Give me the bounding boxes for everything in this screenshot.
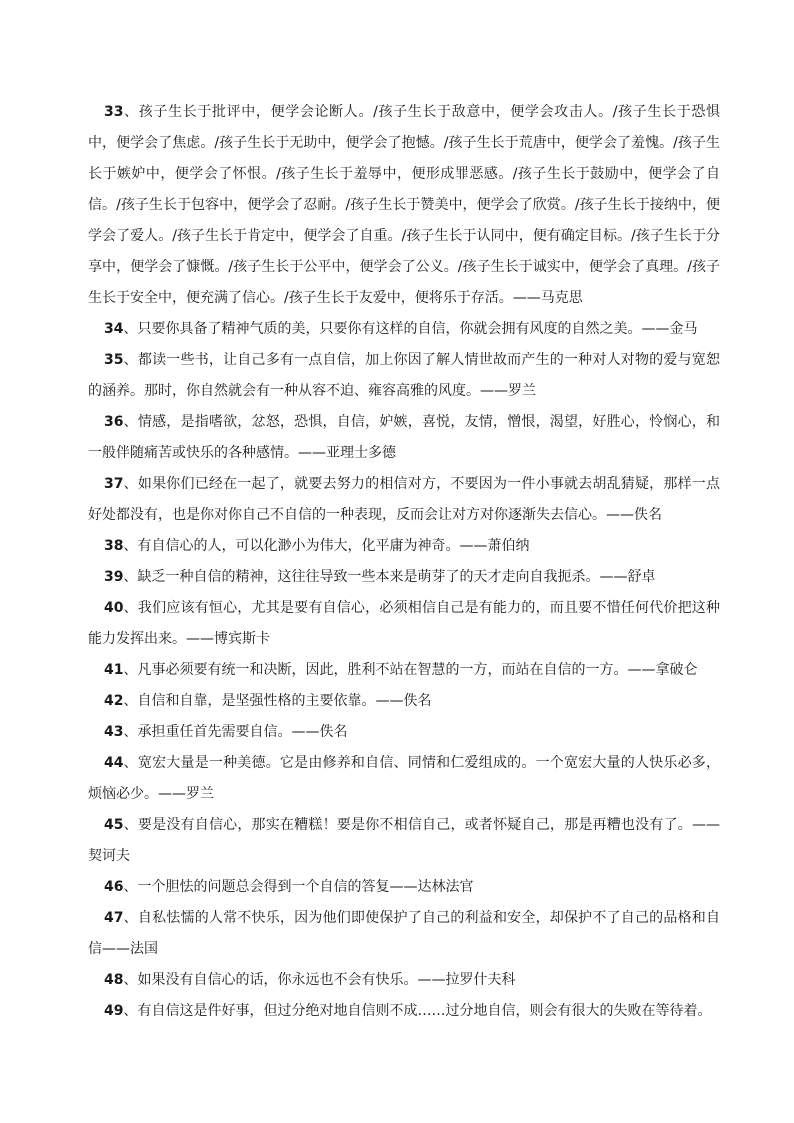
quote-item xyxy=(88,97,720,314)
quote-number: 42 xyxy=(104,693,124,709)
quote-item xyxy=(88,810,720,872)
quote-item xyxy=(88,407,720,469)
quote-item xyxy=(88,903,720,965)
quote-number: 40 xyxy=(104,600,124,616)
quote-text: 、孩子生长于批评中，便学会论断人。/孩子生长于敌意中，便学会攻击人。/孩子生长于恐惧中，便学会了焦虑。/孩子生长于无助中，便学会了抱憾。/孩子生长于荒唐中，便学会了羞愧。/孩子生长于嫉妒中，便学会了怀恨。/孩子生长于羞辱中，便形成罪恶感。/孩子生长于鼓励中，便学会了自信。/孩子生长于包容中，便学会了忍耐。/孩子生长于赞美中，便学会了欣赏。/孩子生长于接纳中，便学会了爱人。/孩子生长于肯定中，便学会了自重。/孩子生长于认同中，便有确定目标。/孩子生长于分享中，便学会了慷慨。/孩子生长于公平中，便学会了公义。/孩子生长于诚实中，便学会了真理。/孩子生长于安全中，便充满了信心。/孩子生长于友爱中，便将乐于存活。——马克思 xyxy=(88,104,720,306)
quote-number: 33 xyxy=(104,104,124,120)
quote-item xyxy=(88,872,720,903)
quote-text: 、有自信心的人，可以化渺小为伟大，化平庸为神奇。——萧伯纳 xyxy=(123,538,530,554)
quote-number: 45 xyxy=(104,817,124,833)
quote-text: 、自信和自靠，是坚强性格的主要依靠。——佚名 xyxy=(123,693,432,709)
document-body xyxy=(88,97,720,1027)
quote-text: 、只要你具备了精神气质的美，只要你有这样的自信，你就会拥有风度的自然之美。——金马 xyxy=(123,321,698,337)
quote-number: 44 xyxy=(104,755,124,771)
quote-text: 、承担重任首先需要自信。——佚名 xyxy=(123,724,348,740)
quote-number: 36 xyxy=(104,414,124,430)
quote-item xyxy=(88,562,720,593)
quote-text: 、有自信这是件好事，但过分绝对地自信则不成……过分地自信，则会有很大的失败在等待着。 xyxy=(123,1003,712,1019)
quote-item xyxy=(88,593,720,655)
quote-text: 、我们应该有恒心，尤其是要有自信心，必须相信自己是有能力的，而且要不惜任何代价把这种能力发挥出来。——博宾斯卡 xyxy=(88,600,720,647)
quote-number: 47 xyxy=(104,910,124,926)
quote-text: 、如果你们已经在一起了，就要去努力的相信对方，不要因为一件小事就去胡乱猜疑，那样一点好处都没有，也是你对你自己不自信的一种表现，反而会让对方对你逐渐失去信心。——佚名 xyxy=(88,476,720,523)
quote-item xyxy=(88,345,720,407)
quote-item xyxy=(88,965,720,996)
quote-number: 35 xyxy=(104,352,124,368)
quote-item xyxy=(88,469,720,531)
quote-number: 48 xyxy=(104,972,124,988)
quote-text: 、凡事必须要有统一和决断，因此，胜利不站在智慧的一方，而站在自信的一方。——拿破仑 xyxy=(123,662,698,678)
quote-text: 、情感，是指嗜欲，忿怒，恐惧，自信，妒嫉，喜悦，友情，憎恨，渴望，好胜心，怜悯心，和一般伴随痛苦或快乐的各种感情。——亚理士多德 xyxy=(88,414,720,461)
quote-item xyxy=(88,531,720,562)
quote-number: 46 xyxy=(104,879,124,895)
quote-text: 、自私怯懦的人常不快乐，因为他们即使保护了自己的利益和安全，却保护不了自己的品格和自信——法国 xyxy=(88,910,720,957)
quote-text: 、要是没有自信心，那实在糟糕！要是你不相信自己，或者怀疑自己，那是再糟也没有了。——契诃夫 xyxy=(88,817,720,864)
quote-text: 、缺乏一种自信的精神，这往往导致一些本来是萌芽了的天才走向自我扼杀。——舒卓 xyxy=(123,569,656,585)
quote-item xyxy=(88,655,720,686)
quote-item xyxy=(88,717,720,748)
quote-number: 37 xyxy=(104,476,124,492)
quote-item xyxy=(88,748,720,810)
quote-number: 41 xyxy=(104,662,124,678)
quote-text: 、宽宏大量是一种美德。它是由修养和自信、同情和仁爱组成的。一个宽宏大量的人快乐必多，烦恼必少。——罗兰 xyxy=(88,755,720,802)
quote-text: 、都读一些书，让自己多有一点自信，加上你因了解人情世故而产生的一种对人对物的爱与宽恕的涵养。那时，你自然就会有一种从容不迫、雍容高雅的风度。——罗兰 xyxy=(88,352,720,399)
quote-item xyxy=(88,996,720,1027)
quote-number: 43 xyxy=(104,724,124,740)
quote-number: 39 xyxy=(104,569,124,585)
quote-item xyxy=(88,314,720,345)
quote-number: 38 xyxy=(104,538,124,554)
quote-text: 、一个胆怯的问题总会得到一个自信的答复——达林法官 xyxy=(123,879,474,895)
quote-text: 、如果没有自信心的话，你永远也不会有快乐。——拉罗什夫科 xyxy=(123,972,516,988)
quote-item xyxy=(88,686,720,717)
quote-number: 34 xyxy=(104,321,124,337)
quote-number: 49 xyxy=(104,1003,124,1019)
